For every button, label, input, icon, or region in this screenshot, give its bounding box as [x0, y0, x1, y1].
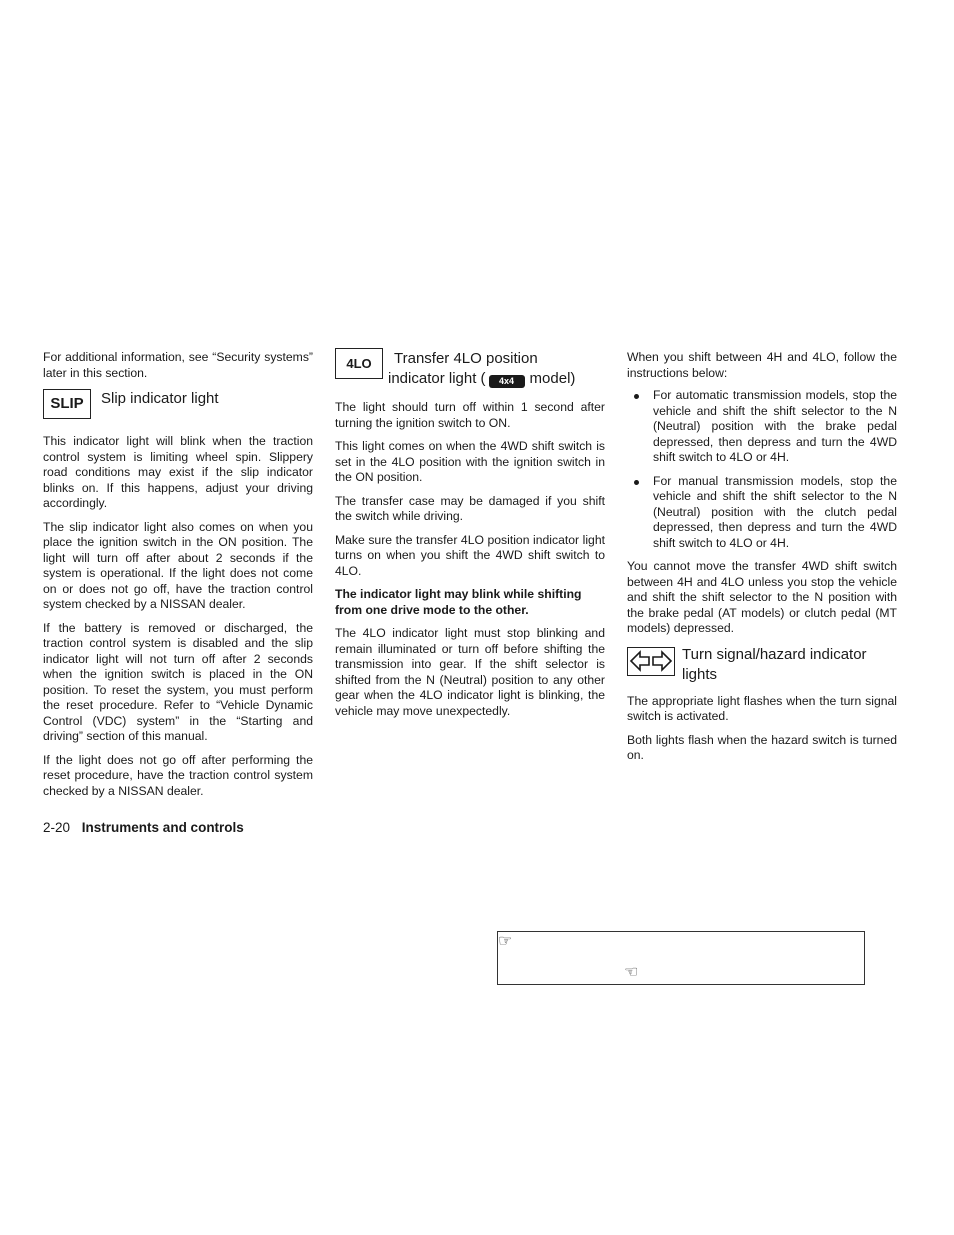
shift-instructions-intro: When you shift between 4H and 4LO, follow the instructions below:	[627, 350, 897, 380]
page-footer	[43, 820, 244, 835]
transfer-heading-prefix: indicator light (	[388, 370, 486, 387]
slip-paragraph-3: If the battery is removed or discharged, the traction control system is disabled and the slip indicator light will not turn off after 2 seconds when the ignition switch is placed in the ON position. To reset the system, you must perform the reset procedure. Refer to “Vehicle Dynamic Control (VDC) system” in the “Starting and driving” section of this manual.	[43, 620, 313, 743]
transfer-paragraph-6: The 4LO indicator light must stop blinking and remain illuminated or turn off before shifting the transmission into gear. If the shift selector is shifted from the N (Neutral) position to any other gear when the 4LO indicator light is blinking, the vehicle may move unexpectedly.	[335, 626, 605, 718]
slip-paragraph-1: This indicator light will blink when the traction control system is limiting wheel spin. Slippery road conditions may exist if the slip indicator blinks on. If this happens, adjust your driving accordingly.	[43, 434, 313, 510]
slip-paragraph-2: The slip indicator light also comes on when you place the ignition switch in the ON position. The light will turn off after about 2 seconds if the system is operational. If the light does not come on or does not go off, have the traction control system checked by a NISSAN dealer.	[43, 519, 313, 611]
transfer-paragraph-3: The transfer case may be damaged if you shift the switch while driving.	[335, 493, 605, 523]
note-box	[497, 931, 865, 985]
turn-signal-paragraph-2: Both lights flash when the hazard switch is turned on.	[627, 732, 897, 762]
transfer-paragraph-4: Make sure the transfer 4LO position indicator light turns on when you shift the 4WD shift switch to 4LO.	[335, 532, 605, 578]
bullet-text-manual: For manual transmission models, stop the vehicle and shift the shift selector to the N (Neutral) position with the clutch pedal depressed, then depress and turn the 4WD shift switch to 4LO or 4H.	[653, 473, 897, 550]
transfer-heading-suffix: model)	[529, 370, 576, 387]
4x4-model-icon: 4x4	[489, 375, 525, 388]
shift-restriction-paragraph: You cannot move the transfer 4WD shift switch between 4H and 4LO unless you stop the vehicle and shift the shift selector to the N position with the brake pedal (AT models) or clutch pedal (MT models) depressed.	[627, 559, 897, 635]
pointing-hand-icon: ☞	[498, 933, 513, 950]
slip-paragraph-4: If the light does not go off after performing the reset procedure, have the traction control system checked by a NISSAN dealer.	[43, 752, 313, 798]
page-number: 2-20	[43, 820, 71, 835]
transfer-paragraph-1: The light should turn off within 1 second after turning the ignition switch to ON.	[335, 400, 605, 430]
security-reference-text: For additional information, see “Security systems” later in this section.	[43, 350, 313, 380]
slip-indicator-heading	[43, 389, 313, 419]
turn-signal-heading	[627, 645, 897, 685]
turn-signal-arrows-icon	[627, 647, 675, 676]
turn-signal-heading-text: Turn signal/hazard indicator lights	[682, 645, 867, 683]
slip-indicator-icon: SLIP	[43, 389, 91, 419]
left-column	[43, 350, 313, 807]
transfer-4lo-heading	[335, 349, 605, 389]
section-title: Instruments and controls	[81, 820, 244, 835]
bullet-icon	[634, 394, 639, 399]
4lo-indicator-icon: 4LO	[335, 348, 383, 379]
bullet-text-automatic: For automatic transmission models, stop the vehicle and shift the shift selector to the N (Neutral) position with the brake pedal depressed, then depress and turn the 4WD shift switch to 4LO or 4H.	[653, 388, 897, 464]
bullet-icon	[634, 480, 639, 485]
right-column	[627, 350, 897, 772]
transfer-heading-line2	[388, 369, 575, 389]
middle-column	[335, 349, 605, 727]
transfer-heading-line1: Transfer 4LO position	[394, 350, 538, 367]
slip-heading-text: Slip indicator light	[101, 390, 219, 407]
transfer-heading-text	[388, 349, 576, 389]
transfer-paragraph-2: This light comes on when the 4WD shift switch is set in the 4LO position with the ignition switch in the ON position.	[335, 439, 605, 484]
list-item	[627, 388, 897, 466]
pointing-hand-icon: ☜	[624, 964, 639, 981]
transfer-warning-bold: The indicator light may blink while shifting from one drive mode to the other.	[335, 587, 582, 617]
turn-signal-paragraph-1: The appropriate light flashes when the turn signal switch is activated.	[627, 693, 897, 723]
list-item	[627, 474, 897, 552]
